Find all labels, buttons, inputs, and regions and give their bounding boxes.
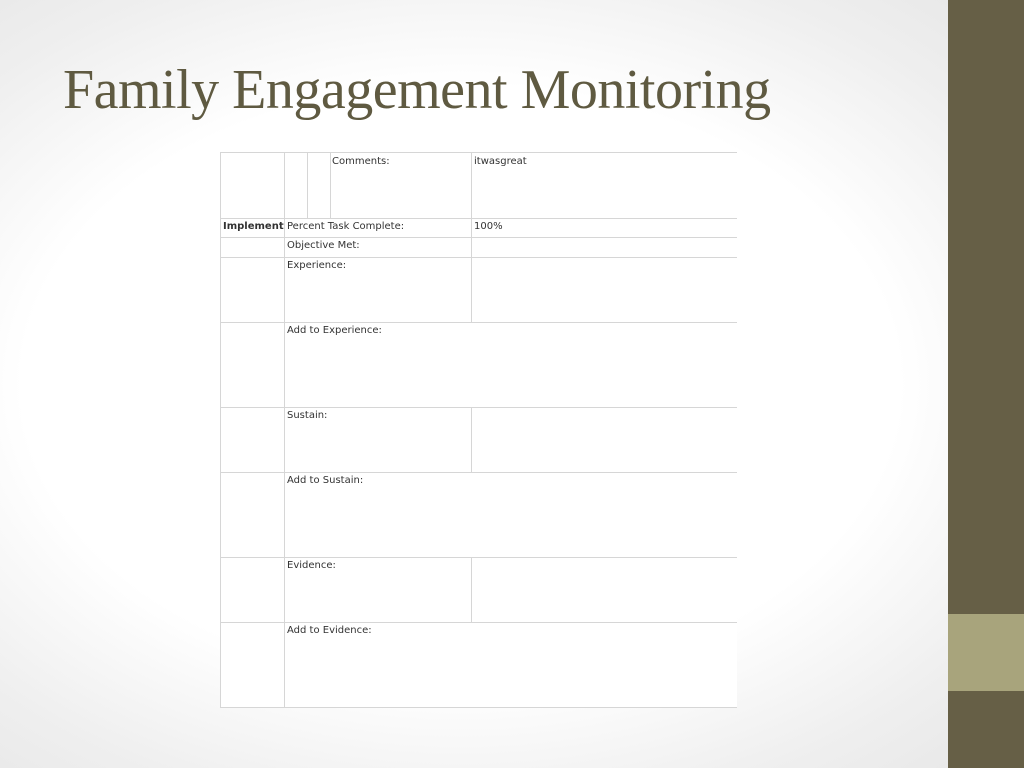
form-bottom-border [220, 707, 737, 708]
row-divider [220, 472, 737, 473]
evidence-label: Evidence: [287, 560, 336, 571]
row-divider [220, 257, 737, 258]
phase-label: Implement [223, 221, 284, 232]
form-top-border [220, 152, 737, 153]
form-left-border [220, 152, 221, 708]
percent-complete-label: Percent Task Complete: [287, 221, 405, 232]
phase-column-divider [284, 152, 285, 708]
row-divider [220, 218, 737, 219]
percent-complete-value: 100% [474, 221, 503, 232]
nested-column-divider [330, 152, 331, 218]
add-sustain-label: Add to Sustain: [287, 475, 364, 486]
label-value-divider [471, 557, 472, 622]
add-evidence-label: Add to Evidence: [287, 625, 372, 636]
nested-column-divider [307, 152, 308, 218]
label-value-divider [471, 257, 472, 322]
experience-label: Experience: [287, 260, 347, 271]
row-divider [220, 407, 737, 408]
row-divider [220, 557, 737, 558]
add-experience-label: Add to Experience: [287, 325, 382, 336]
sustain-label: Sustain: [287, 410, 328, 421]
slide-title: Family Engagement Monitoring [63, 59, 771, 121]
label-value-divider [471, 407, 472, 472]
objective-met-label: Objective Met: [287, 240, 360, 251]
comments-value: itwasgreat [474, 156, 527, 167]
row-divider [220, 322, 737, 323]
comments-label: Comments: [332, 156, 390, 167]
decorative-sidebar-accent [948, 614, 1024, 691]
row-divider [220, 237, 737, 238]
row-divider [220, 622, 737, 623]
form-screenshot [220, 152, 737, 708]
label-value-divider [471, 152, 472, 257]
